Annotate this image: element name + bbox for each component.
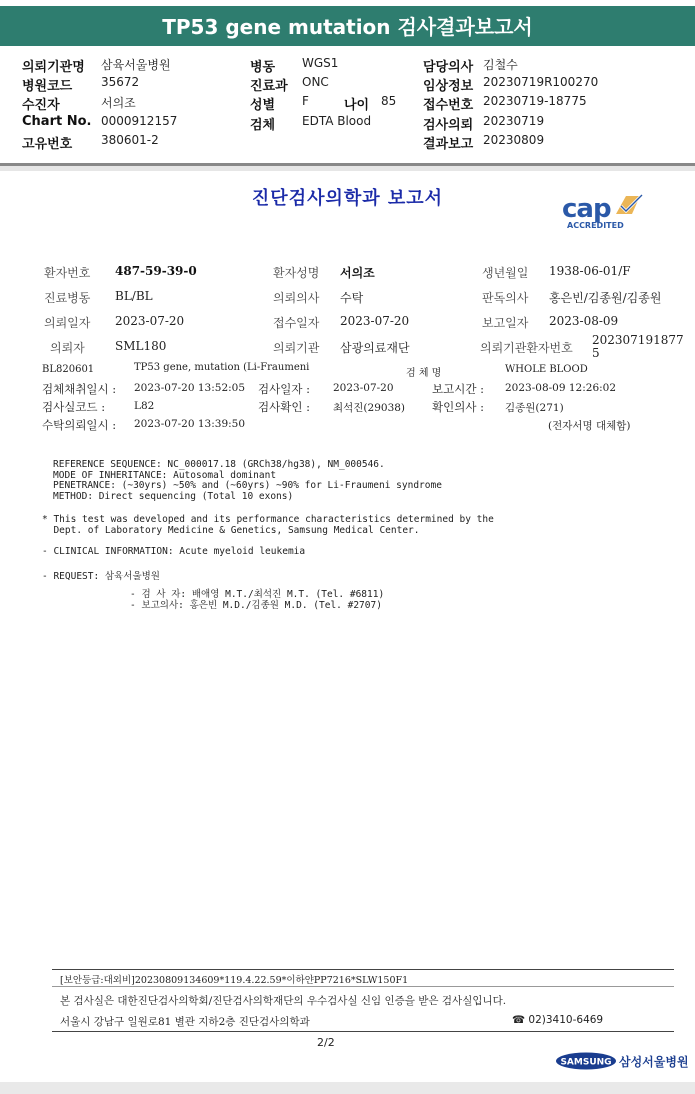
reference-line: REFERENCE SEQUENCE: NC_000017.18 (GRCh38/hg38), NM_000546. (53, 459, 385, 470)
cap-accredited-logo (560, 192, 660, 232)
reference-block (53, 460, 442, 502)
value-patient-no: 487-59-39-0 (115, 264, 197, 278)
label-referral-institution: 의뢰기관명 (22, 60, 85, 75)
label-ward: 병동 (250, 60, 276, 75)
value-test-request: 20230719 (483, 114, 545, 128)
label-referring-doctor: 의뢰의사 (273, 291, 320, 305)
page-number: 2/2 (317, 1036, 335, 1049)
value-confirm-doctor: 김종원(271) (505, 402, 564, 414)
staff-line: - 보고의사: 홍은빈 M.D./김종원 M.D. (Tel. #2707) (130, 600, 382, 611)
value-lab-code: L82 (134, 400, 155, 412)
note-line: Dept. of Laboratory Medicine & Genetics, Samsung Medical Center. (42, 525, 420, 536)
value-report-date: 2023-08-09 (549, 314, 619, 328)
label-chart-no: Chart No. (22, 114, 92, 129)
hospital-logo-name: 삼성서울병원 (619, 1055, 689, 1069)
staff-block (130, 589, 384, 611)
value-consign-time: 2023-07-20 13:39:50 (134, 418, 246, 430)
lab-address: 서울시 강남구 일원로81 별관 지하2층 진단검사의학과 (60, 1016, 310, 1028)
label-unique-no: 고유번호 (22, 137, 73, 152)
value-ward: WGS1 (302, 56, 339, 70)
value-requesting-institution: 삼광의료재단 (340, 341, 410, 355)
value-attending: 김철수 (483, 58, 518, 72)
label-examinee: 수진자 (22, 98, 60, 113)
note-block (42, 514, 494, 536)
reference-line: METHOD: Direct sequencing (Total 10 exons) (53, 490, 294, 502)
value-test-date: 2023-07-20 (333, 382, 394, 394)
label-patient-no: 환자번호 (44, 266, 91, 280)
label-report-date: 보고일자 (482, 316, 529, 330)
label-consign-time: 수탁의뢰일시 : (42, 418, 117, 432)
label-patient-name: 환자성명 (273, 266, 320, 280)
value-age: 85 (381, 94, 397, 108)
request-line: - REQUEST: 삼육서울병원 (42, 571, 160, 582)
label-collection-time: 검체채취일시 : (42, 382, 117, 396)
label-lab-code: 검사실코드 : (42, 400, 106, 414)
value-chart-no: 0000912157 (101, 114, 178, 128)
security-stamp: [보안등급:대외비]20230809134609*119.4.22.59*이하얀PP7216*SLW150F1 (60, 975, 409, 986)
label-clinical-info: 임상정보 (423, 79, 474, 94)
footer-bottom-line (52, 1031, 674, 1032)
test-code: BL820601 (42, 364, 95, 375)
reference-line: MODE OF INHERITANCE: Autosomal dominant (53, 469, 277, 481)
value-collection-time: 2023-07-20 13:52:05 (134, 382, 246, 394)
label-report-time: 보고시간 : (432, 382, 484, 396)
value-patient-name: 서의조 (340, 266, 375, 280)
label-confirm-doctor: 확인의사 : (432, 400, 484, 414)
value-clinical-info: 20230719R100270 (483, 75, 599, 89)
value-request-date: 2023-07-20 (115, 314, 185, 328)
label-requesting-institution: 의뢰기관 (273, 341, 320, 355)
note-line: * This test was developed and its performance characteristics determined by the (42, 514, 494, 525)
label-birthdate: 생년월일 (482, 266, 529, 280)
header-shadow (0, 166, 695, 171)
label-test-date: 검사일자 : (258, 382, 310, 396)
reference-line: PENETRANCE: (~30yrs) ~50% and (~60yrs) ~90% for Li-Fraumeni syndrome (53, 480, 442, 491)
label-receipt-date: 접수일자 (273, 316, 320, 330)
signature-note: (전자서명 대체함) (548, 420, 631, 432)
label-institution-patient-no: 의뢰기관환자번호 (480, 341, 573, 355)
value-unique-no: 380601-2 (101, 133, 159, 147)
label-specimen: 검체 (250, 118, 276, 133)
value-institution-patient-no: 202307191877 (592, 333, 684, 347)
value-receipt-no: 20230719-18775 (483, 94, 587, 108)
value-reading-doctor: 홍은빈/김종원/김종원 (549, 291, 662, 305)
value-referral-institution: 삼육서울병원 (101, 58, 171, 72)
value-sex: F (302, 94, 309, 108)
value-requester: SML180 (115, 339, 167, 353)
label-specimen-name: 검 체 명 (406, 368, 442, 379)
value-referring-doctor: 수탁 (340, 291, 364, 305)
certification-text: 본 검사실은 대한진단검사의학회/진단검사의학재단의 우수검사실 신임 인증을 받은 검사실입니다. (60, 995, 507, 1007)
document-title: TP53 gene mutation 검사결과보고서 (0, 6, 695, 46)
label-request-date: 의뢰일자 (44, 316, 91, 330)
value-treatment-ward: BL/BL (115, 289, 153, 303)
value-department: ONC (302, 75, 329, 89)
report-title: 진단검사의학과 보고서 (251, 188, 444, 209)
label-department: 진료과 (250, 79, 288, 94)
value-institution-patient-no-cont: 5 (592, 346, 600, 360)
clinical-information: - CLINICAL INFORMATION: Acute myeloid leukemia (42, 546, 306, 557)
value-specimen: EDTA Blood (302, 114, 372, 128)
samsung-logo-text: SAMSUNG (560, 1057, 612, 1068)
label-receipt-no: 접수번호 (423, 98, 474, 113)
value-receipt-date: 2023-07-20 (340, 314, 410, 328)
value-specimen-name: WHOLE BLOOD (505, 364, 588, 375)
label-sex: 성별 (250, 98, 276, 113)
label-attending: 담당의사 (423, 60, 474, 75)
test-name: TP53 gene, mutation (Li-Fraumeni (134, 362, 310, 373)
lab-phone: ☎ 02)3410-6469 (512, 1014, 604, 1026)
value-result-report: 20230809 (483, 133, 545, 147)
cap-accredited-text: ACCREDITED (567, 221, 624, 230)
cap-logo-text: cap (562, 194, 611, 224)
page-bottom-strip (0, 1082, 695, 1094)
value-test-confirm: 최석진(29038) (333, 402, 406, 414)
header-info (0, 48, 695, 163)
label-test-confirm: 검사확인 : (258, 400, 310, 414)
samsung-logo (556, 1052, 616, 1070)
footer-top-line (52, 969, 674, 970)
value-examinee: 서의조 (101, 96, 136, 110)
label-treatment-ward: 진료병동 (44, 291, 91, 305)
cap-check-icon (612, 192, 644, 218)
value-hospital-code: 35672 (101, 75, 140, 89)
label-age: 나이 (344, 98, 370, 113)
label-requester: 의뢰자 (50, 341, 85, 355)
label-result-report: 결과보고 (423, 137, 474, 152)
value-report-time: 2023-08-09 12:26:02 (505, 382, 617, 394)
label-test-request: 검사의뢰 (423, 118, 474, 133)
footer-mid-line (52, 986, 674, 987)
staff-line: - 검 사 자: 배애영 M.T./최석진 M.T. (Tel. #6811) (130, 589, 385, 600)
label-hospital-code: 병원코드 (22, 79, 73, 94)
value-birthdate: 1938-06-01/F (549, 264, 631, 278)
label-reading-doctor: 판독의사 (482, 291, 529, 305)
